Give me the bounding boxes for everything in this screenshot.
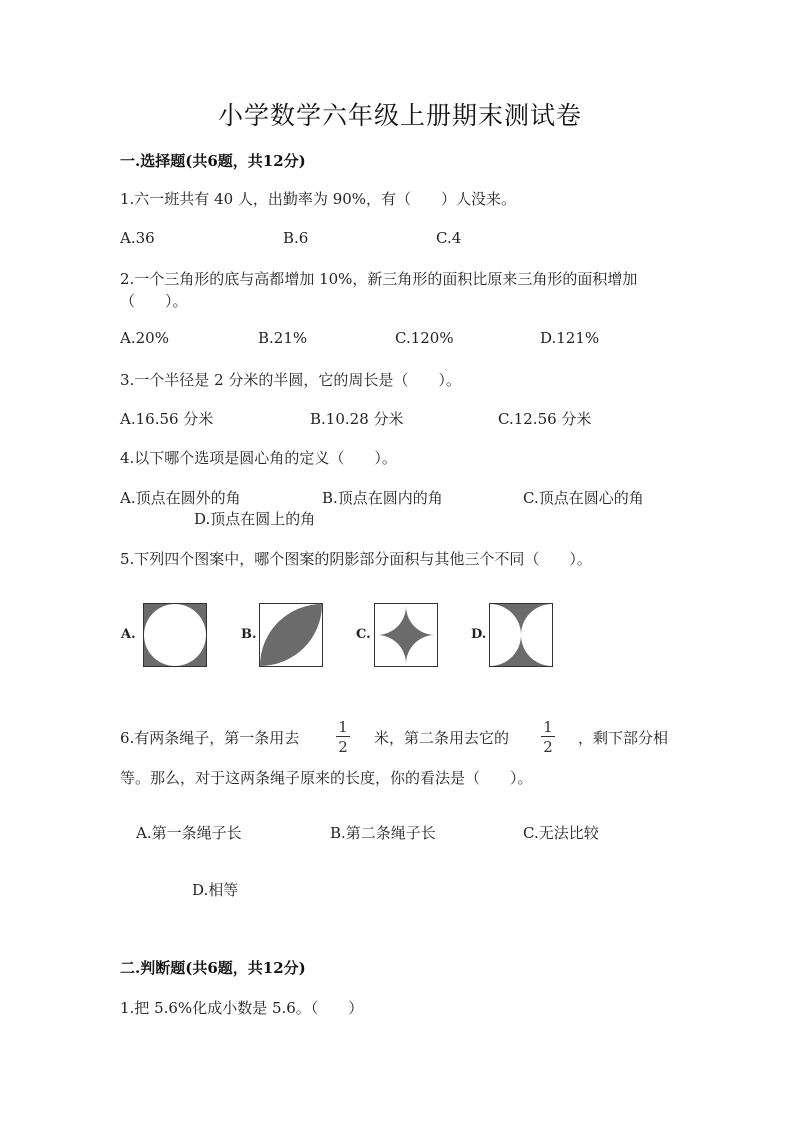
q6-option-a: A.第一条绳子长: [136, 824, 242, 842]
q2-option-d: D.121%: [540, 329, 600, 347]
question-1: 1.六一班共有 40 人，出勤率为 90%，有（ ）人没来。: [120, 190, 517, 208]
figure-label-a: A.: [121, 627, 136, 642]
q3-option-b: B.10.28 分米: [310, 410, 404, 428]
figure-label-b: B.: [241, 627, 257, 642]
question-2-cont: （ ）。: [120, 292, 188, 310]
section-heading-judge: 二.判断题(共6题，共12分): [120, 959, 306, 977]
figure-label-d: D.: [471, 627, 487, 642]
question-6-part3: ，剩下部分相: [578, 729, 669, 747]
fraction-half-1: [336, 720, 350, 754]
fraction-numerator: 1: [338, 718, 348, 736]
q1-option-b: B.6: [283, 229, 309, 247]
figure-b-leaf-shape: [259, 603, 323, 667]
q1-option-a: A.36: [120, 229, 155, 247]
q2-option-c: C.120%: [395, 329, 454, 347]
q2-option-b: B.21%: [258, 329, 308, 347]
question-2: 2.一个三角形的底与高都增加 10%，新三角形的面积比原来三角形的面积增加: [120, 270, 638, 288]
figure-d-hourglass-shape: [489, 603, 553, 667]
judge-question-1: 1.把 5.6%化成小数是 5.6。（ ）: [120, 999, 364, 1017]
q2-option-a: A.20%: [120, 329, 169, 347]
figure-a-circle-in-square: [143, 603, 207, 667]
q4-option-c: C.顶点在圆心的角: [523, 489, 644, 507]
q3-option-c: C.12.56 分米: [498, 410, 592, 428]
q4-option-b: B.顶点在圆内的角: [322, 489, 443, 507]
q6-option-b: B.第二条绳子长: [330, 824, 436, 842]
q3-option-a: A.16.56 分米: [120, 410, 214, 428]
q6-option-d: D.相等: [192, 881, 239, 899]
fraction-half-2: [541, 720, 555, 754]
fraction-numerator: 1: [543, 718, 553, 736]
question-6-line2: 等。那么，对于这两条绳子原来的长度，你的看法是（ ）。: [120, 769, 533, 787]
q4-option-d: D.顶点在圆上的角: [194, 510, 316, 528]
question-5: 5.下列四个图案中，哪个图案的阴影部分面积与其他三个不同（ ）。: [120, 550, 592, 568]
q6-option-c: C.无法比较: [523, 824, 599, 842]
q1-option-c: C.4: [436, 229, 462, 247]
fraction-denominator: 2: [543, 738, 553, 756]
fraction-denominator: 2: [338, 738, 348, 756]
section-heading-choice: 一.选择题(共6题，共12分): [120, 152, 306, 170]
q4-option-a: A.顶点在圆外的角: [120, 489, 241, 507]
figure-label-c: C.: [356, 627, 371, 642]
question-3: 3.一个半径是 2 分米的半圆，它的周长是（ ）。: [120, 371, 461, 389]
figure-c-star-shape: [374, 603, 438, 667]
question-6-part1: 6.有两条绳子，第一条用去: [120, 729, 300, 747]
question-6-part2: 米，第二条用去它的: [374, 729, 510, 747]
question-4: 4.以下哪个选项是圆心角的定义（ ）。: [120, 449, 397, 467]
page-title: 小学数学六年级上册期末测试卷: [217, 101, 582, 130]
